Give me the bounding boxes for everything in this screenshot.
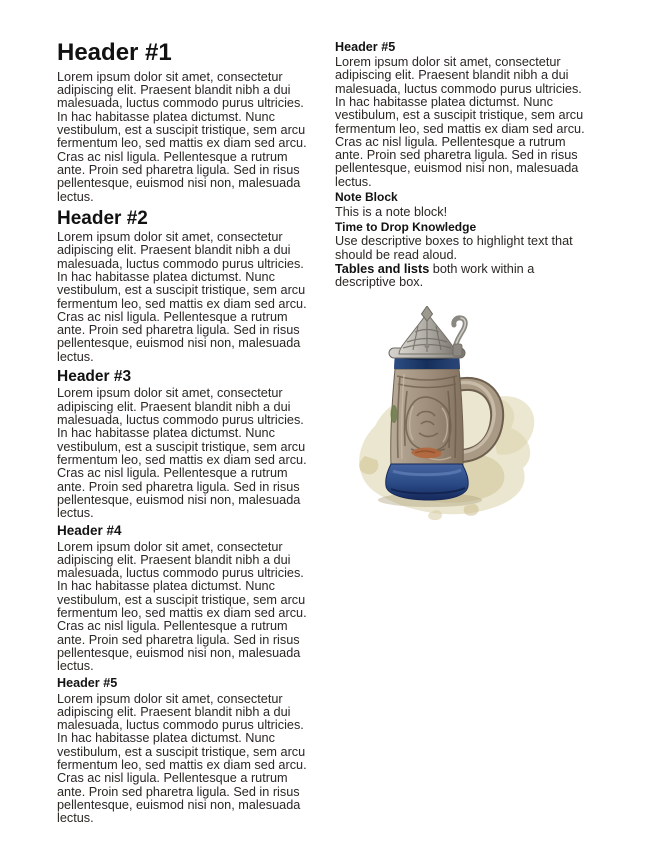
- thumb-lever: [454, 318, 465, 348]
- green-accent: [391, 405, 398, 423]
- paragraph-4: Lorem ipsum dolor sit amet, consectetur adipiscing elit. Praesent blandit nibh a dui malesuada, luctus commodo purus ultricies. In hac habitasse platea dictumst. Nunc vestibulum, est a suscipit tristique, sem arcu fermentum leo, sed mattis ex diam sed arcu. Cras ac nisl ligula. Pellentesque a rutrum ante. Proin sed pharetra ligula. Sed in risus pellentesque, euismod nisi non, malesuada lectus.: [57, 539, 307, 674]
- tables-lists-text: [335, 263, 592, 290]
- paragraph-right: Lorem ipsum dolor sit amet, consectetur adipiscing elit. Praesent blandit nibh a dui malesuada, luctus commodo purus ultricies. In hac habitasse platea dictumst. Nunc vestibulum, est a suscipit tristique, sem arcu fermentum leo, sed mattis ex diam sed arcu. Cras ac nisl ligula. Pellentesque a rutrum ante. Proin sed pharetra ligula. Sed in risus pellentesque, euismod nisi non, malesuada lectus.: [335, 55, 585, 189]
- heading-4: Header #4: [57, 523, 122, 539]
- heading-2: Header #2: [57, 207, 148, 229]
- knowledge-text: Use descriptive boxes to highlight text that should be read aloud.: [335, 234, 573, 262]
- beer-stein-svg: [345, 306, 575, 524]
- paragraph-5: Lorem ipsum dolor sit amet, consectetur adipiscing elit. Praesent blandit nibh a dui malesuada, luctus commodo purus ultricies. In hac habitasse platea dictumst. Nunc vestibulum, est a suscipit tristique, sem arcu fermentum leo, sed mattis ex diam sed arcu. Cras ac nisl ligula. Pellentesque a rutrum ante. Proin sed pharetra ligula. Sed in risus pellentesque, euismod nisi non, malesuada lectus.: [57, 691, 307, 826]
- note-block-title: Note Block: [335, 190, 398, 205]
- right-column: [335, 40, 592, 844]
- note-block-text: This is a note block!: [335, 204, 448, 219]
- paragraph-3: Lorem ipsum dolor sit amet, consectetur adipiscing elit. Praesent blandit nibh a dui malesuada, luctus commodo purus ultricies. In hac habitasse platea dictumst. Nunc vestibulum, est a suscipit tristique, sem arcu fermentum leo, sed mattis ex diam sed arcu. Cras ac nisl ligula. Pellentesque a rutrum ante. Proin sed pharetra ligula. Sed in risus pellentesque, euismod nisi non, malesuada lectus.: [57, 386, 307, 521]
- tables-lists-rest: both work within a descriptive box.: [335, 261, 535, 290]
- beer-stein-illustration: [345, 306, 575, 524]
- heading-3: Header #3: [57, 368, 132, 386]
- heading-1: Header #1: [57, 39, 172, 66]
- left-column: [57, 40, 314, 844]
- heading-5-right: Header #5: [335, 40, 396, 54]
- heading-5: Header #5: [57, 676, 118, 691]
- blue-foot: [386, 464, 468, 500]
- tables-lists-bold: Tables and lists: [335, 261, 430, 276]
- knowledge-title: Time to Drop Knowledge: [335, 219, 477, 234]
- paragraph-2: Lorem ipsum dolor sit amet, consectetur adipiscing elit. Praesent blandit nibh a dui malesuada, luctus commodo purus ultricies. In hac habitasse platea dictumst. Nunc vestibulum, est a suscipit tristique, sem arcu fermentum leo, sed mattis ex diam sed arcu. Cras ac nisl ligula. Pellentesque a rutrum ante. Proin sed pharetra ligula. Sed in risus pellentesque, euismod nisi non, malesuada lectus.: [57, 230, 307, 364]
- paragraph-1: Lorem ipsum dolor sit amet, consectetur adipiscing elit. Praesent blandit nibh a dui malesuada, luctus commodo purus ultricies. In hac habitasse platea dictumst. Nunc vestibulum, est a suscipit tristique, sem arcu fermentum leo, sed mattis ex diam sed arcu. Cras ac nisl ligula. Pellentesque a rutrum ante. Proin sed pharetra ligula. Sed in risus pellentesque, euismod nisi non, malesuada lectus.: [57, 69, 307, 204]
